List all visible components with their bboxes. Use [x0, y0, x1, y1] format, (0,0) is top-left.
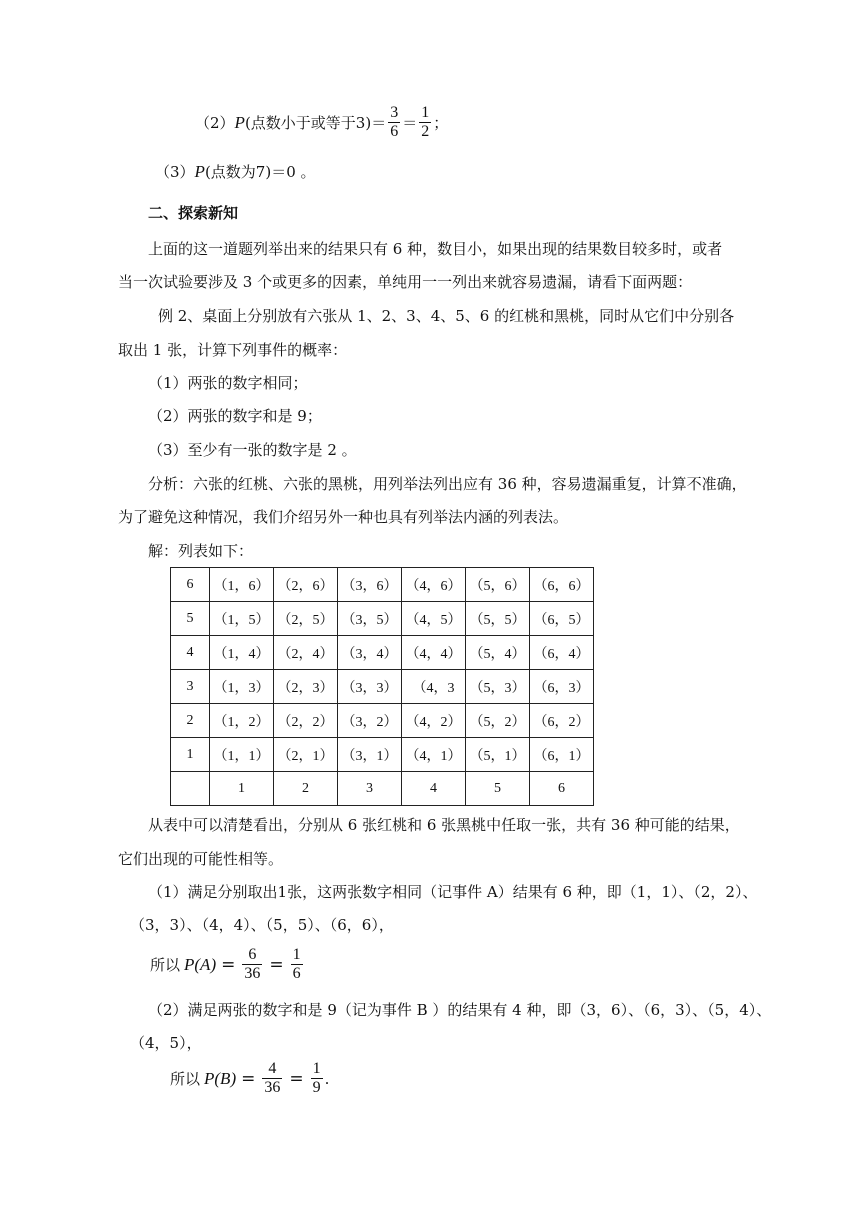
table-cell: （3，4） — [338, 636, 402, 670]
formula-prefix: 所以 — [170, 1069, 201, 1088]
equals-sign: = — [221, 954, 236, 975]
column-label: 4 — [402, 772, 466, 806]
section-heading: 二、探索新知 — [148, 204, 239, 222]
formula-p-a — [150, 946, 305, 983]
item-number: （2） — [195, 113, 235, 132]
row-label: 3 — [171, 670, 210, 704]
table-row — [171, 704, 594, 738]
outcome-table — [170, 567, 594, 806]
probability-symbol: P — [234, 112, 245, 132]
equals-sign: = — [289, 1068, 304, 1089]
table-cell: （4，2） — [402, 704, 466, 738]
table-row — [171, 738, 594, 772]
item-number: （3） — [155, 163, 195, 181]
equals-sign: = — [269, 954, 284, 975]
equals-sign: ＝ — [402, 113, 418, 132]
table-cell: （5，6） — [466, 568, 530, 602]
formula-prefix: 所以 — [150, 955, 181, 974]
punctuation: . — [324, 1069, 330, 1088]
denominator: 9 — [312, 1079, 321, 1096]
formula-lhs: P(A) — [184, 954, 217, 974]
fraction — [242, 946, 262, 983]
table-row — [171, 670, 594, 704]
numerator: 1 — [421, 104, 430, 121]
table-cell: （4，6） — [402, 568, 466, 602]
table-cell: （6，3） — [530, 670, 594, 704]
example-line: 例 2、桌面上分别放有六张从 1、2、3、4、5、6 的红桃和黑桃，同时从它们中分别各 — [158, 307, 735, 325]
table-cell: （6，2） — [530, 704, 594, 738]
denominator: 36 — [244, 965, 261, 982]
example-line: 取出 1 张，计算下列事件的概率： — [118, 341, 348, 359]
table-cell: （1，1） — [210, 738, 274, 772]
probability-symbol: P — [194, 162, 205, 181]
column-label: 1 — [210, 772, 274, 806]
table-row — [171, 568, 594, 602]
analysis-line: 分析：六张的红桃、六张的黑桃，用列举法列出应有 36 种，容易遗漏重复，计算不准确， — [148, 475, 747, 493]
corner-cell — [171, 772, 210, 806]
formula-lhs: P(B) — [204, 1068, 237, 1088]
table-cell: （5，4） — [466, 636, 530, 670]
numerator: 3 — [390, 104, 399, 121]
event-description: (点数为7) — [204, 163, 272, 181]
denominator: 2 — [421, 123, 430, 140]
answer-line: （1）满足分别取出1张，这两张数字相同（记事件 A）结果有 6 种，即（1，1）、（2，2）、 — [148, 883, 758, 901]
fraction — [311, 1060, 323, 1097]
row-label: 1 — [171, 738, 210, 772]
table-cell: （3，5） — [338, 602, 402, 636]
table-cell: （2，1） — [274, 738, 338, 772]
table-row — [171, 602, 594, 636]
paragraph-line: 上面的这一道题列举出来的结果只有 6 种，数目小，如果出现的结果数目较多时，或者 — [148, 240, 723, 258]
numerator: 1 — [312, 1060, 321, 1077]
numerator: 1 — [292, 946, 301, 963]
table-cell: （2，4） — [274, 636, 338, 670]
question-item: （3）至少有一张的数字是 2 。 — [148, 441, 357, 459]
table-cell: （6，4） — [530, 636, 594, 670]
table-cell: （6，6） — [530, 568, 594, 602]
answer-line: （4，5）， — [130, 1034, 202, 1052]
table-cell: （2，6） — [274, 568, 338, 602]
conclusion-line: 从表中可以清楚看出，分别从 6 张红桃和 6 张黑桃中任取一张，共有 36 种可能的结果， — [148, 816, 740, 834]
table-cell: （1，2） — [210, 704, 274, 738]
table-cell: （5，3） — [466, 670, 530, 704]
row-label: 5 — [171, 602, 210, 636]
table-cell: （4，4） — [402, 636, 466, 670]
table-cell: （1，6） — [210, 568, 274, 602]
denominator: 6 — [390, 123, 399, 140]
column-label: 2 — [274, 772, 338, 806]
event-description: (点数小于或等于3) — [244, 113, 372, 132]
question-item: （1）两张的数字相同； — [148, 374, 308, 392]
numerator: 4 — [262, 1060, 282, 1079]
table-cell: （6，5） — [530, 602, 594, 636]
answer-line: （3，3）、（4，4）、（5，5）、（6，6）， — [130, 916, 394, 934]
table-cell: （2，5） — [274, 602, 338, 636]
denominator: 36 — [264, 1079, 281, 1096]
row-label: 4 — [171, 636, 210, 670]
table-footer-row — [171, 772, 594, 806]
punctuation: ； — [433, 113, 449, 132]
probability-line-3 — [155, 162, 316, 182]
table-cell: （1，4） — [210, 636, 274, 670]
solution-intro: 解：列表如下： — [148, 542, 254, 560]
denominator: 6 — [292, 965, 301, 982]
question-item: （2）两张的数字和是 9； — [148, 407, 322, 425]
probability-line-2 — [195, 104, 448, 141]
table-cell: （5，1） — [466, 738, 530, 772]
table-cell: （4，1） — [402, 738, 466, 772]
row-label: 2 — [171, 704, 210, 738]
fraction — [419, 104, 431, 141]
numerator: 6 — [242, 946, 262, 965]
paragraph-line: 当一次试验要涉及 3 个或更多的因素，单纯用一一列出来就容易遗漏，请看下面两题： — [118, 273, 693, 291]
table-cell: （5，5） — [466, 602, 530, 636]
column-label: 3 — [338, 772, 402, 806]
table-cell: （1，5） — [210, 602, 274, 636]
row-label: 6 — [171, 568, 210, 602]
table-cell: （3，6） — [338, 568, 402, 602]
table-cell: （6，1） — [530, 738, 594, 772]
table-cell: （3，2） — [338, 704, 402, 738]
table-cell: （2，3） — [274, 670, 338, 704]
table-cell: （1，3） — [210, 670, 274, 704]
column-label: 5 — [466, 772, 530, 806]
equals-sign: = — [241, 1068, 256, 1089]
analysis-line: 为了避免这种情况，我们介绍另外一种也具有列举法内涵的列表法。 — [118, 508, 569, 526]
fraction — [388, 104, 400, 141]
table-cell: （3，1） — [338, 738, 402, 772]
table-cell: （4，5） — [402, 602, 466, 636]
formula-p-b — [170, 1060, 329, 1097]
conclusion-line: 它们出现的可能性相等。 — [118, 850, 284, 868]
table-row — [171, 636, 594, 670]
table-cell: （5，2） — [466, 704, 530, 738]
table-cell: （2，2） — [274, 704, 338, 738]
fraction — [262, 1060, 282, 1097]
table-cell: （3，3） — [338, 670, 402, 704]
answer-line: （2）满足两张的数字和是 9（记为事件 B ）的结果有 4 种，即（3，6）、（6，3）、（5，4）、 — [148, 1001, 772, 1019]
equals-sign: ＝ — [371, 113, 387, 132]
column-label: 6 — [530, 772, 594, 806]
result-value: ＝0 。 — [271, 163, 316, 181]
table-cell: （4，3 — [402, 670, 466, 704]
fraction — [291, 946, 303, 983]
